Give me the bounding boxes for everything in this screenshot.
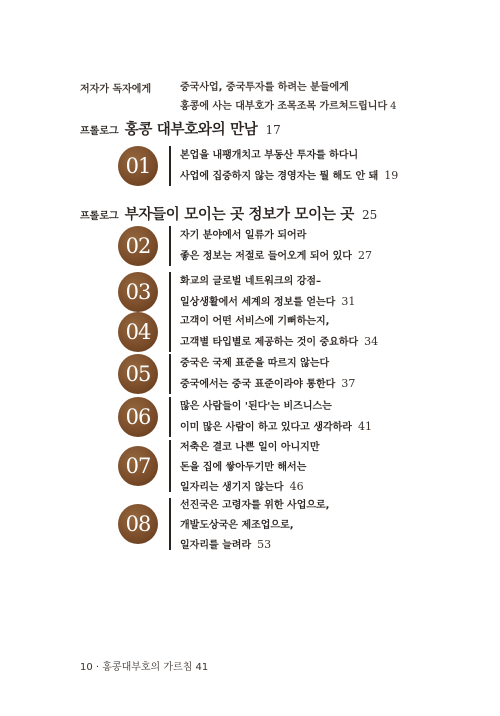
divider-bar (169, 440, 171, 492)
toc-line: 이미 많은 사람이 하고 있다고 생각하라 41 (180, 419, 372, 433)
page-number: 34 (364, 334, 379, 348)
preface-line-1: 중국사업, 중국투자를 하려는 분들에게 (180, 82, 349, 93)
toc-line: 자기 분야에서 일류가 되어라 (180, 230, 307, 241)
chapter-number-badge: 04 (118, 312, 158, 352)
page-number: 53 (257, 538, 272, 551)
page-number: 27 (357, 248, 372, 262)
toc-entry-text (180, 272, 355, 312)
divider-bar (169, 146, 171, 186)
preface-entry (180, 78, 397, 116)
toc-line: 본업을 내팽개치고 부동산 투자를 하다니 (180, 150, 359, 161)
page-number: 17 (265, 123, 281, 137)
toc-line: 일자리를 늘려라 53 (180, 538, 272, 551)
prologue-title: 부자들이 모이는 곳 정보가 모이는 곳 (124, 207, 354, 223)
toc-entry-text (180, 146, 398, 186)
prologue-title: 홍콩 대부호와의 만남 (124, 122, 258, 138)
divider-bar (169, 397, 171, 437)
divider-bar (169, 226, 171, 266)
toc-entry-text (180, 438, 320, 498)
toc-entry-text (180, 312, 378, 352)
toc-line: 저축은 결코 나쁜 일이 아니지만 (180, 442, 320, 453)
page-number: 31 (341, 294, 356, 308)
chapter-number-badge: 03 (118, 272, 158, 312)
toc-line: 중국은 국제 표준을 따르지 않는다 (180, 358, 330, 369)
preface-line-2: 홍콩에 사는 대부호가 조목조목 가르쳐드립니다 4 (180, 101, 397, 112)
toc-entry-02 (118, 224, 478, 268)
toc-line: 일자리는 생기지 않는다 46 (180, 480, 304, 493)
chapter-number-badge: 06 (118, 397, 158, 437)
toc-line: 사업에 집중하지 않는 경영자는 뭘 해도 안 돼 19 (180, 168, 399, 182)
toc-line: 고객별 타입별로 제공하는 것이 중요하다 34 (180, 334, 379, 348)
page-number: 41 (357, 419, 372, 433)
toc-entry-08 (118, 494, 478, 554)
chapter-number-badge: 02 (118, 226, 158, 266)
toc-line: 중국에서는 중국 표준이라야 통한다 37 (180, 376, 356, 390)
prologue-label: 프롤로그 (80, 126, 119, 137)
toc-entry-05 (118, 352, 478, 396)
chapter-number-badge: 07 (118, 446, 158, 486)
divider-bar (169, 354, 171, 394)
toc-line: 개발도상국은 제조업으로, (180, 519, 294, 531)
toc-line: 많은 사람들이 '된다'는 비즈니스는 (180, 401, 332, 412)
toc-entry-text (180, 354, 355, 394)
toc-entry-07 (118, 436, 478, 496)
toc-entry-04 (118, 310, 478, 354)
preface-label: 저자가 독자에게 (80, 84, 152, 95)
toc-line: 돈을 집에 쌓아두기만 해서는 (180, 461, 307, 473)
page-number: 46 (289, 480, 304, 493)
toc-line: 고객이 어떤 서비스에 기뻐하는지, (180, 316, 330, 327)
toc-entry-text (180, 226, 372, 266)
page-number: 37 (341, 376, 356, 390)
toc-line: 일상생활에서 세계의 정보를 얻는다 31 (180, 294, 356, 308)
chapter-number-badge: 08 (118, 504, 158, 544)
page-footer: 10 · 홍콩대부호의 가르침 41 (80, 662, 209, 673)
toc-entry-03 (118, 270, 478, 314)
chapter-number-badge: 01 (118, 146, 158, 186)
page-number: 19 (384, 168, 399, 182)
toc-entry-text (180, 397, 372, 437)
divider-bar (169, 312, 171, 352)
prologue-heading-1 (80, 118, 281, 139)
toc-line: 좋은 정보는 저절로 들어오게 되어 있다 27 (180, 248, 372, 262)
toc-line: 선진국은 고령자를 위한 사업으로, (180, 500, 330, 511)
chapter-number-badge: 05 (118, 354, 158, 394)
toc-entry-text (180, 496, 329, 556)
page-number: 4 (390, 101, 397, 112)
divider-bar (169, 498, 171, 550)
toc-entry-06 (118, 395, 478, 439)
divider-bar (169, 272, 171, 312)
page-number: 25 (362, 208, 378, 222)
prologue-heading-2 (80, 203, 377, 224)
prologue-label: 프롤로그 (80, 211, 119, 222)
toc-line: 화교의 글로벌 네트워크의 강점– (180, 276, 322, 287)
toc-entry-01 (118, 144, 478, 188)
